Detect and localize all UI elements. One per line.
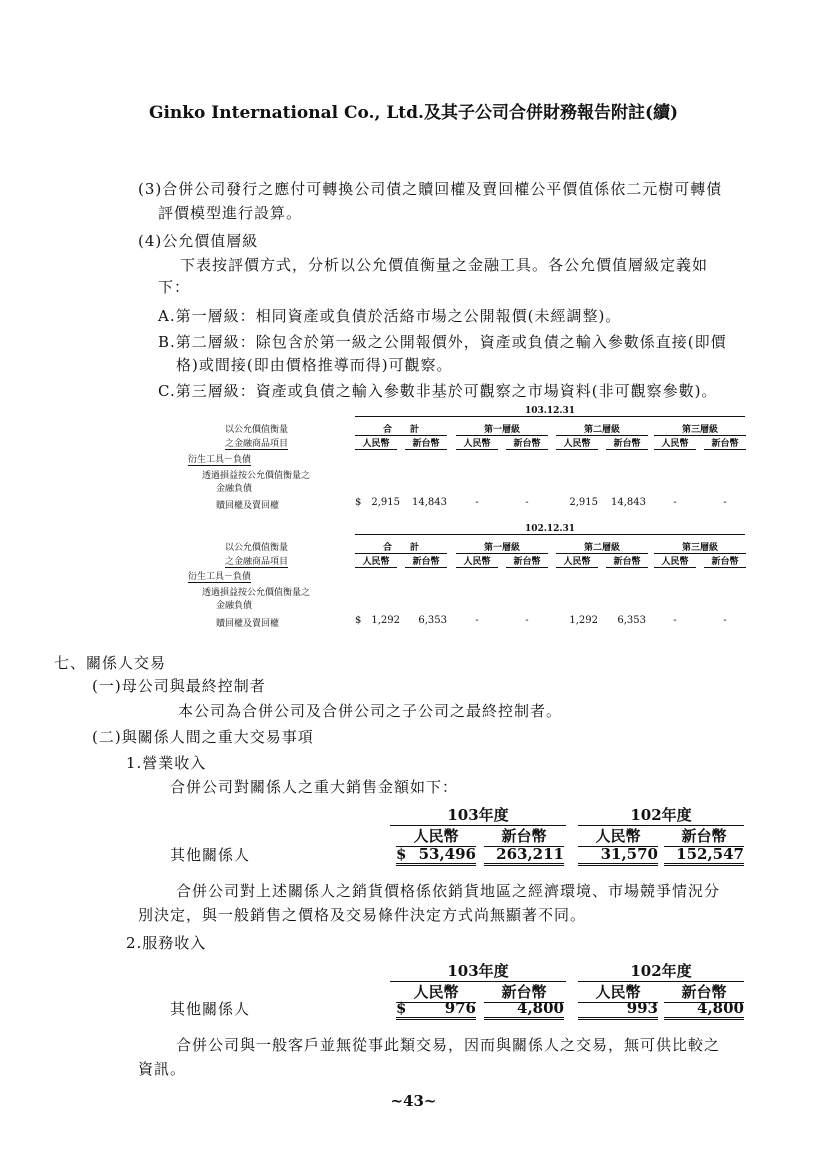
fv-sub-2: 金融負債: [216, 484, 253, 494]
fv-sub-2: 金融負債: [216, 601, 253, 611]
fv-value: -: [723, 497, 727, 508]
note-3-line-1: (3)合併公司發行之應付可轉換公司債之贖回權及賣回權公平價值係依二元樹可轉債: [138, 180, 723, 198]
fv-group-level2: 第二層級: [556, 540, 648, 554]
fv-date: 103.12.31: [355, 406, 745, 417]
svc-col: 新台幣: [664, 981, 744, 1003]
revenue-note-line-1: 合併公司對上述關係人之銷貨價格係依銷貨地區之經濟環境、市場競爭情況分: [176, 882, 721, 900]
fv-col: 人民幣: [654, 554, 696, 568]
fv-group-level2: 第二層級: [556, 422, 648, 436]
fv-section: 衍生工具－負債: [188, 569, 251, 583]
svc-year-102: 102年度: [578, 960, 744, 982]
rev-currency: $: [396, 845, 407, 863]
svc-value: 976: [396, 999, 476, 1020]
rev-year-103: 103年度: [390, 804, 566, 826]
fv-item: 贖回權及賣回權: [216, 501, 280, 511]
fv-row-header-1: 以公允價值衡量: [225, 425, 289, 435]
fv-col: 新台幣: [405, 436, 447, 450]
fv-col: 人民幣: [556, 436, 598, 450]
rev-col: 新台幣: [484, 825, 564, 847]
service-note-line-2: 資訊。: [138, 1060, 187, 1078]
note-4-body-line-2: 下：: [158, 278, 191, 296]
fv-date: 102.12.31: [355, 524, 745, 535]
rev-value: 53,496: [396, 845, 476, 866]
fv-value: 1,292: [569, 615, 598, 626]
fv-value: -: [673, 615, 677, 626]
rev-value: 263,211: [484, 845, 564, 866]
fv-col: 新台幣: [405, 554, 447, 568]
fv-item: 贖回權及賣回權: [216, 619, 280, 629]
fv-value: -: [475, 615, 479, 626]
related-heading: 七、關係人交易: [54, 654, 167, 672]
svc-year-103: 103年度: [390, 960, 566, 982]
note-4-body-line-1: 下表按評價方式，分析以公允價值衡量之金融工具。各公允價值層級定義如: [180, 256, 709, 274]
fv-value: 1,292: [371, 615, 400, 626]
fv-group-total: 合 計: [355, 422, 447, 436]
fv-col: 新台幣: [704, 554, 746, 568]
related-s1-body: 本公司為合併公司及合併公司之子公司之最終控制者。: [178, 702, 563, 720]
rev-col: 新台幣: [664, 825, 744, 847]
revenue-note-line-2: 別決定，與一般銷售之價格及交易條件決定方式尚無顯著不同。: [138, 906, 587, 924]
level-c: C.第三層級：資產或負債之輸入參數非基於可觀察之市場資料(非可觀察參數)。: [158, 382, 718, 400]
fv-value: -: [525, 497, 529, 508]
related-s2-title: (二)與關係人間之重大交易事項: [92, 728, 314, 746]
fv-value: -: [475, 497, 479, 508]
svc-value: 4,800: [484, 999, 564, 1020]
level-a: A.第一層級：相同資產或負債於活絡市場之公開報價(未經調整)。: [158, 307, 622, 325]
fv-value: 14,843: [412, 497, 447, 508]
fv-value: 2,915: [371, 497, 400, 508]
service-title: 2.服務收入: [126, 934, 207, 952]
fv-group-level3: 第三層級: [654, 422, 746, 436]
fv-group-level1: 第一層級: [456, 422, 548, 436]
fv-row-header-1: 以公允價值衡量: [225, 543, 289, 553]
fv-row-header-2: 之金融商品項目: [225, 436, 288, 450]
fv-col: 新台幣: [506, 554, 548, 568]
fv-col: 新台幣: [506, 436, 548, 450]
fv-value: -: [723, 615, 727, 626]
level-b-line-2: 格)或間接(即由價格推導而得)可觀察。: [176, 356, 453, 374]
rev-col: 人民幣: [578, 825, 658, 847]
note-3-line-2: 評價模型進行設算。: [158, 204, 303, 222]
fv-value: 6,353: [418, 615, 447, 626]
rev-year-102: 102年度: [578, 804, 744, 826]
svc-value: 4,800: [664, 999, 744, 1020]
svc-value: 993: [578, 999, 658, 1020]
svc-col: 人民幣: [396, 981, 476, 1003]
rev-col: 人民幣: [396, 825, 476, 847]
svc-row-label: 其他關係人: [170, 1000, 251, 1018]
fv-value: 2,915: [569, 497, 598, 508]
revenue-title: 1.營業收入: [126, 754, 207, 772]
fv-section: 衍生工具－負債: [188, 452, 251, 466]
fv-col: 新台幣: [704, 436, 746, 450]
svc-col: 人民幣: [578, 981, 658, 1003]
rev-value: 31,570: [578, 845, 658, 866]
service-note-line-1: 合併公司與一般客戶並無從事此類交易，因而與關係人之交易，無可供比較之: [176, 1036, 721, 1054]
fv-currency: $: [355, 497, 362, 508]
fv-sub-1: 透過損益按公允價值衡量之: [202, 471, 311, 481]
fv-row-header-2: 之金融商品項目: [225, 554, 288, 568]
fv-group-total: 合 計: [355, 540, 447, 554]
fv-col: 人民幣: [456, 436, 498, 450]
fv-col: 人民幣: [355, 554, 397, 568]
fv-value: 6,353: [617, 615, 646, 626]
fv-sub-1: 透過損益按公允價值衡量之: [202, 588, 311, 598]
fv-value: -: [673, 497, 677, 508]
fv-currency: $: [355, 615, 362, 626]
revenue-intro: 合併公司對關係人之重大銷售金額如下：: [170, 778, 459, 796]
fv-value: 14,843: [611, 497, 646, 508]
fv-group-level3: 第三層級: [654, 540, 746, 554]
fv-col: 人民幣: [556, 554, 598, 568]
rev-value: 152,547: [664, 845, 744, 866]
note-4-title: (4)公允價值層級: [138, 232, 259, 250]
level-b-line-1: B.第二層級：除包含於第一級之公開報價外，資產或負債之輸入參數係直接(即價: [158, 333, 727, 351]
rev-row-label: 其他關係人: [170, 846, 251, 864]
fv-col: 新台幣: [606, 554, 648, 568]
page-title: Ginko International Co., Ltd.及其子公司合併財務報告附註(續): [148, 103, 679, 123]
fv-col: 新台幣: [606, 436, 648, 450]
fv-col: 人民幣: [654, 436, 696, 450]
fv-col: 人民幣: [456, 554, 498, 568]
svc-currency: $: [396, 999, 407, 1017]
fv-col: 人民幣: [355, 436, 397, 450]
page-number: ~43~: [390, 1092, 437, 1110]
fv-value: -: [525, 615, 529, 626]
related-s1-title: (一)母公司與最終控制者: [92, 677, 266, 695]
svc-col: 新台幣: [484, 981, 564, 1003]
fv-group-level1: 第一層級: [456, 540, 548, 554]
